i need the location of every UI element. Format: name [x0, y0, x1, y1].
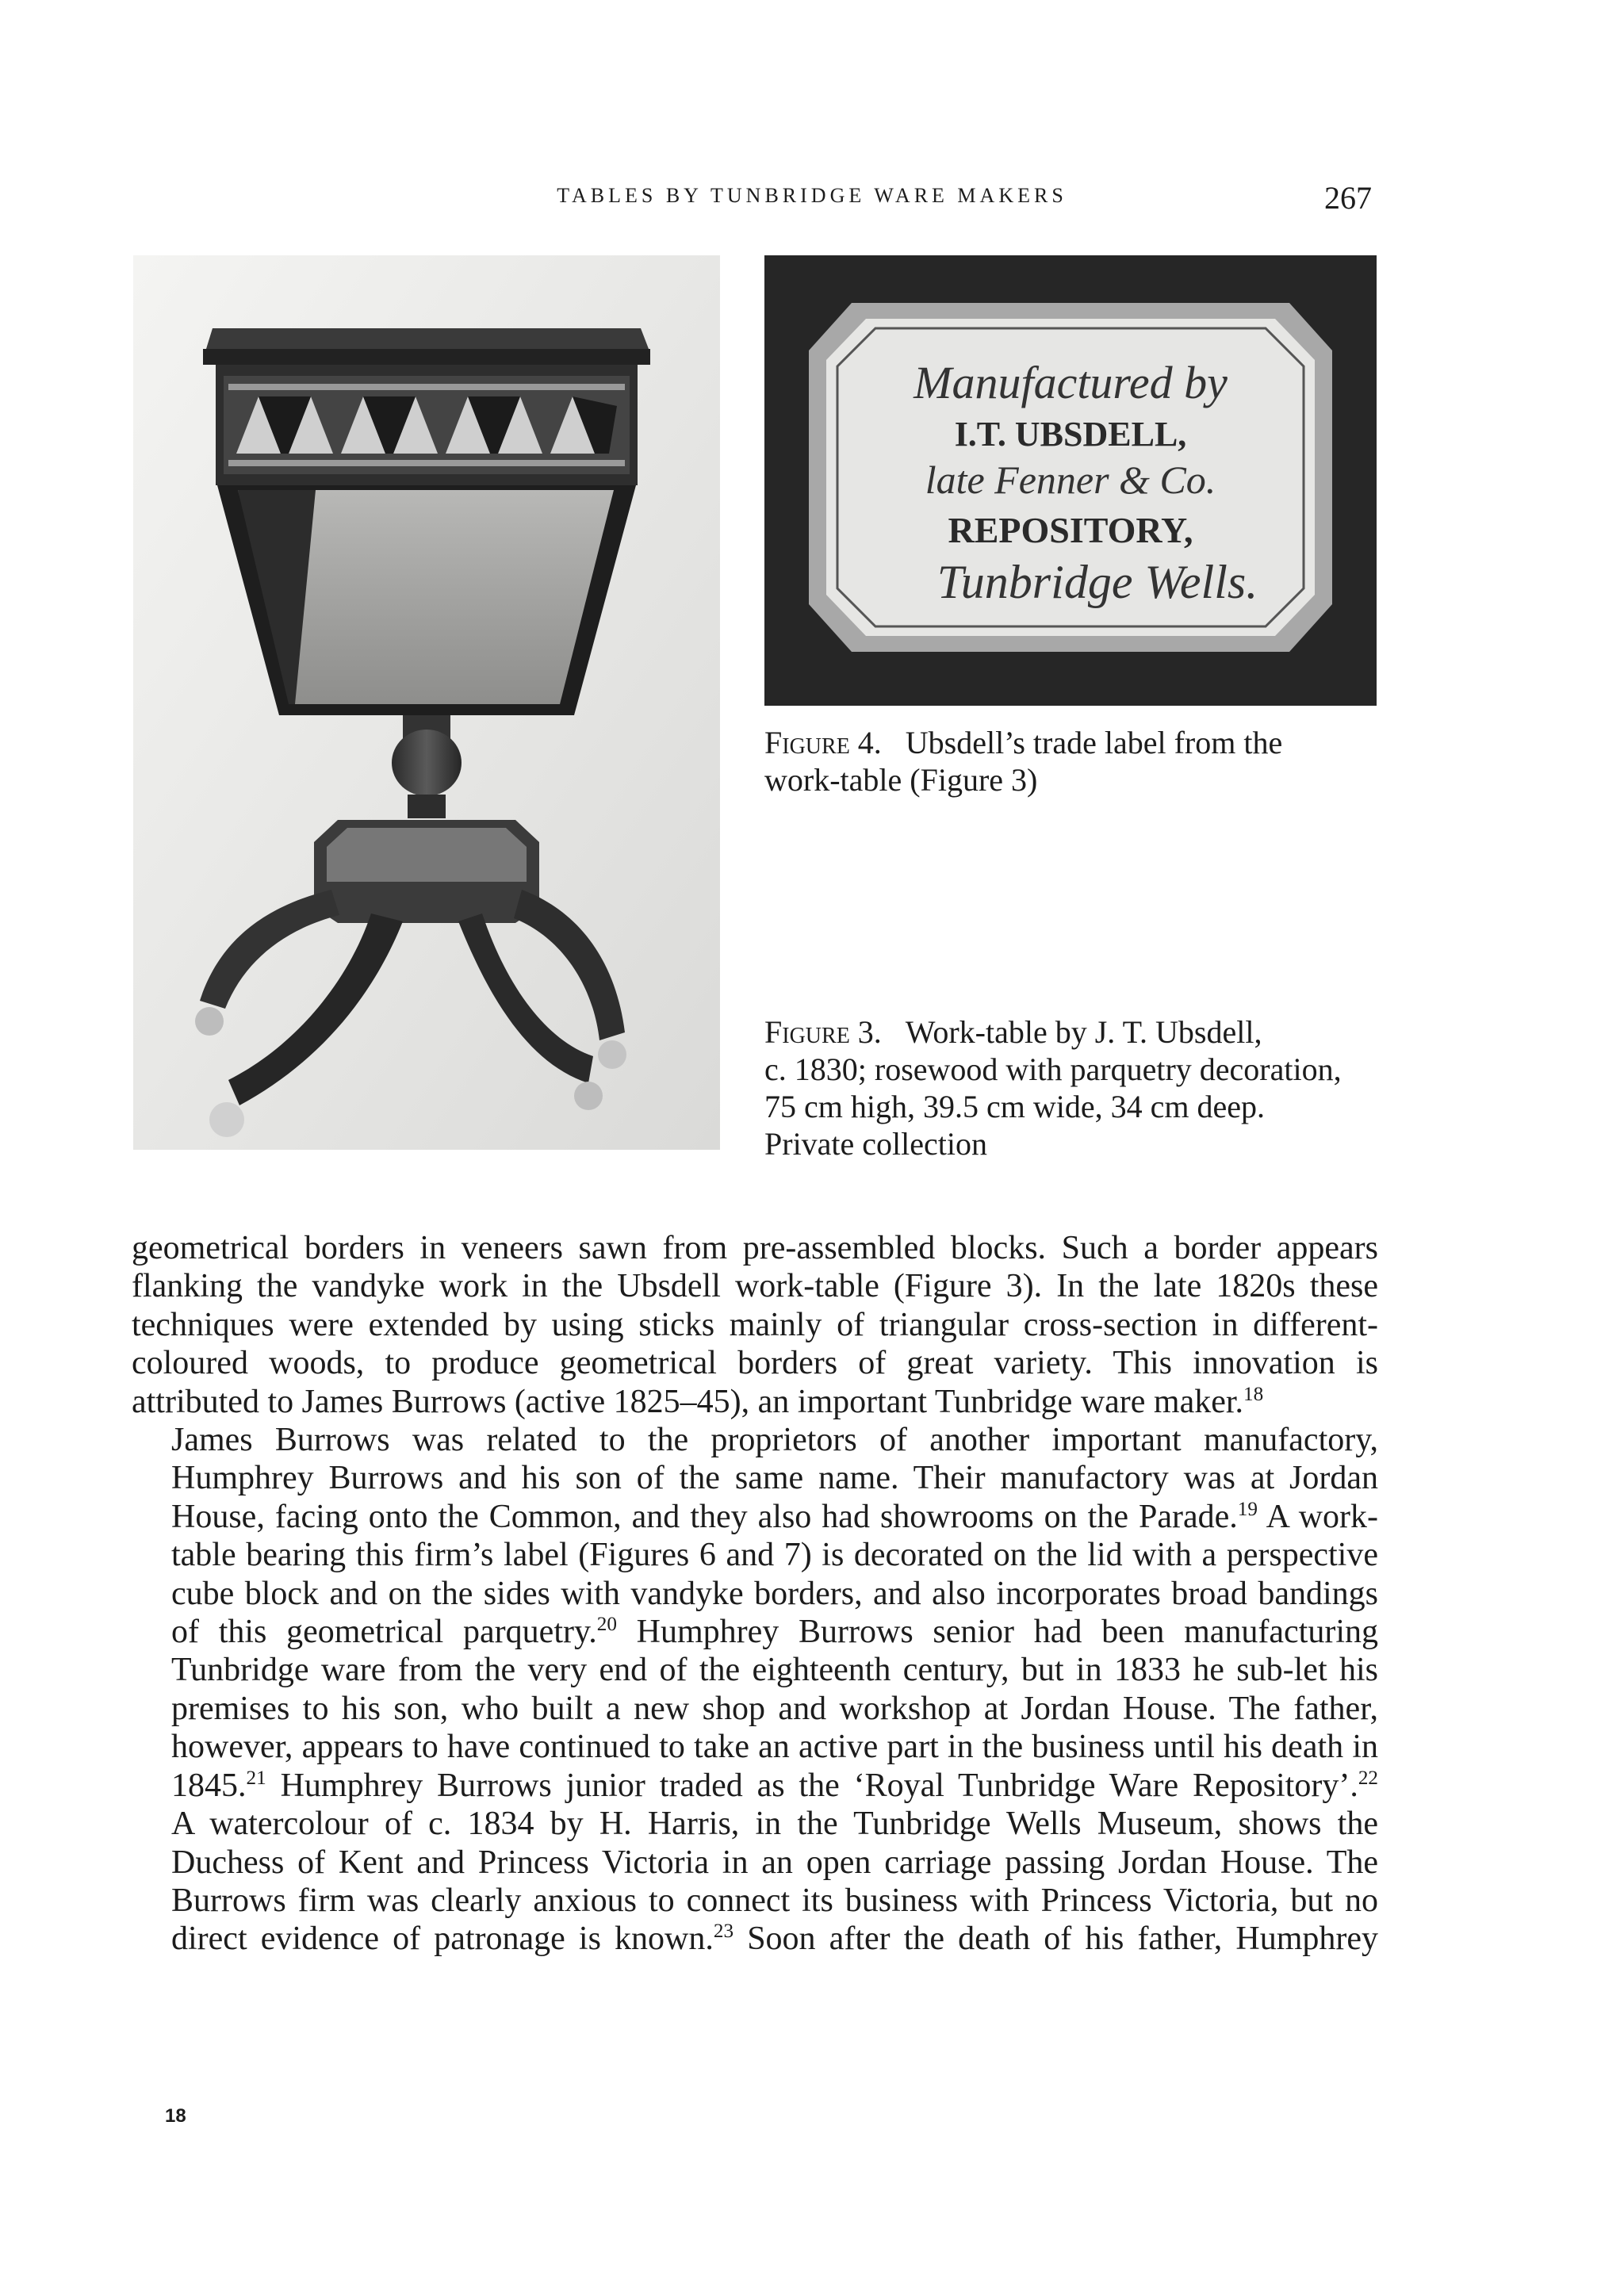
text-run: direct evidence of patronage is known. — [171, 1921, 714, 1958]
text-line — [132, 1383, 1378, 1421]
text-run: of this geometrical parquetry. — [171, 1614, 597, 1651]
text-line — [132, 1498, 1378, 1536]
footnote-ref: 21 — [246, 1767, 266, 1789]
text-line: A watercolour of c. 1834 by H. Harris, in the Tunbridge Wells Museum, shows the — [171, 1806, 1378, 1843]
figure-3-caption-line: 75 cm high, 39.5 cm wide, 34 cm deep. — [764, 1089, 1265, 1124]
text-line: geometrical borders in veneers sawn from pre-assembled blocks. Such a border appears — [132, 1230, 1378, 1266]
label-line-4: REPOSITORY, — [948, 510, 1193, 550]
text-line: Duchess of Kent and Princess Victoria in an open carriage passing Jordan House. The — [171, 1844, 1378, 1881]
text-line — [132, 1767, 1378, 1805]
figure-3-caption-line: Work-table by J. T. Ubsdell, — [905, 1014, 1262, 1050]
running-head: TABLES BY TUNBRIDGE WARE MAKERS — [557, 184, 1067, 207]
body-text — [132, 1229, 1378, 1959]
label-line-1: Manufactured by — [914, 357, 1228, 408]
text-run: Soon after the death of his father, Humphrey — [747, 1921, 1378, 1958]
footnote-ref: 22 — [1358, 1767, 1379, 1789]
figure-4-photo — [764, 255, 1377, 706]
figure-4-caption — [764, 724, 1367, 798]
text-line: Tunbridge ware from the very end of the eighteenth century, but in 1833 he sub-let his — [171, 1652, 1378, 1689]
text-run: Humphrey Burrows senior had been manufacturing — [636, 1614, 1378, 1651]
text-line: however, appears to have continued to take an active part in the business until his death in — [171, 1729, 1378, 1766]
folio-number: 18 — [165, 2105, 186, 2127]
footnote-ref: 23 — [713, 1921, 734, 1943]
text-line: cube block and on the sides with vandyke borders, and also incorporates broad bandings — [171, 1575, 1378, 1612]
footnote-ref: 19 — [1237, 1498, 1258, 1520]
footnote-ref: 20 — [596, 1614, 617, 1636]
figure-3-photo — [133, 255, 720, 1150]
text-run: House, facing onto the Common, and they also had showrooms on the Parade. — [171, 1498, 1238, 1535]
figure-4-caption-lead: Figure 4. — [764, 725, 882, 760]
text-run: attributed to James Burrows (active 1825–45), an important Tunbridge ware maker. — [132, 1383, 1244, 1420]
text-line: flanking the vandyke work in the Ubsdell work-table (Figure 3). In the late 1820s these — [132, 1268, 1378, 1305]
text-line: techniques were extended by using sticks mainly of triangular cross-section in different- — [132, 1306, 1378, 1343]
text-line: premises to his son, who built a new shop and workshop at Jordan House. The father, — [171, 1690, 1378, 1727]
text-line: Humphrey Burrows and his son of the same name. Their manufactory was at Jordan — [171, 1460, 1378, 1497]
label-line-5: Tunbridge Wells. — [936, 556, 1258, 608]
label-line-2: I.T. UBSDELL, — [954, 415, 1187, 454]
text-line — [132, 1613, 1378, 1651]
figure-3-caption-line: Private collection — [764, 1126, 988, 1162]
figure-3-caption — [764, 1013, 1367, 1162]
text-line — [132, 1920, 1378, 1958]
page-number: 267 — [1324, 180, 1372, 216]
work-table-illustration — [133, 255, 720, 1150]
figure-4-caption-line: work-table (Figure 3) — [764, 762, 1038, 798]
text-line: Burrows firm was clearly anxious to connect its business with Princess Victoria, but no — [171, 1882, 1378, 1919]
figure-4-caption-line: Ubsdell’s trade label from the — [905, 725, 1283, 760]
text-line: James Burrows was related to the proprietors of another important manufactory, — [171, 1422, 1378, 1459]
label-line-3: late Fenner & Co. — [925, 458, 1216, 502]
paragraph-1 — [132, 1229, 1378, 1421]
text-run: Humphrey Burrows junior traded as the ‘Royal Tunbridge Ware Repository’. — [280, 1767, 1358, 1804]
figure-3-caption-lead: Figure 3. — [764, 1014, 882, 1050]
paragraph-2 — [132, 1421, 1378, 1959]
text-run: A work- — [1266, 1498, 1379, 1535]
trade-label-illustration — [764, 255, 1377, 706]
text-line: table bearing this firm’s label (Figures 6 and 7) is decorated on the lid with a perspective — [171, 1537, 1378, 1574]
text-line: coloured woods, to produce geometrical borders of great variety. This innovation is — [132, 1345, 1378, 1382]
text-run: 1845. — [171, 1767, 247, 1804]
footnote-ref: 18 — [1243, 1383, 1264, 1405]
figure-3-caption-line: c. 1830; rosewood with parquetry decoration, — [764, 1051, 1342, 1087]
